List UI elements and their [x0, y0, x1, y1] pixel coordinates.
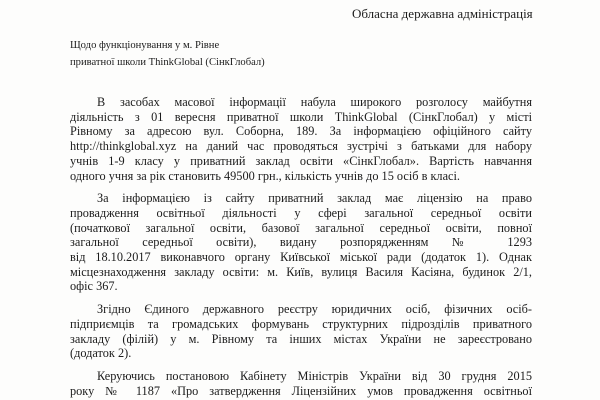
text-line: Керуючись постановою Кабінету Міністрів України від 30 грудня 2015	[97, 368, 532, 383]
text-line: діяльність з 01 вересня приватної школи ThinkGlobal (СінкГлобал) у місті	[70, 109, 532, 124]
text-line: провадження освітньої діяльності у сфері загальної середньої освіти	[70, 205, 532, 220]
text-line: (додаток 2).	[70, 346, 132, 361]
paragraph-media-reports	[70, 95, 532, 183]
text-line: закладу (філій) у м. Рівному та інших містах України не зареєстровано	[70, 331, 532, 346]
text-line: від 18.10.2017 виконавчого органу Київської міської ради (додаток 1). Однак	[70, 250, 532, 265]
text-line: Рівному за адресою вул. Соборна, 189. За інформацією офіційного сайту	[70, 124, 532, 139]
text-line: http://thinkglobal.xyz на даний час проводяться зустрічі з батьками для набору	[70, 139, 532, 154]
paragraph-registry	[70, 302, 532, 361]
paragraph-license	[70, 191, 532, 294]
text-line: учнів 1-9 класу у приватний заклад освіти «СінкГлобал». Вартість навчання	[70, 153, 532, 168]
text-line: Згідно Єдиного державного реєстру юридичних осіб, фізичних осіб-	[97, 302, 532, 317]
text-line: В засобах масової інформації набула широкого розголосу майбутня	[97, 95, 532, 109]
subject-line: приватної школи ThinkGlobal (СінкГлобал)	[70, 57, 265, 68]
text-line: підприємців та громадських формувань структурних підрозділів приватного	[70, 316, 532, 331]
letter-body	[70, 95, 532, 400]
subject-line: Щодо функціонування у м. Рівне	[70, 40, 220, 51]
paragraph-resolution	[70, 369, 532, 398]
text-line: загальної середньої освіти), видану розпорядженням № 1293	[70, 235, 532, 250]
addressee: Обласна державна адміністрація	[352, 6, 533, 21]
text-line: року № 1187 «Про затвердження Ліцензійних умов провадження освітньої	[70, 383, 532, 398]
text-line: За інформацією із сайту приватний заклад має ліцензію на право	[97, 191, 532, 206]
text-line: офіс 367.	[70, 279, 118, 294]
text-line: (початкової загальної освіти, базової загальної середньої освіти, повної	[70, 220, 532, 235]
text-line: одного учня за рік становить 49500 грн., кількість учнів до 15 осіб в класі.	[70, 168, 460, 183]
subject-block	[70, 37, 265, 71]
text-line: місцезнаходження закладу освіти: м. Київ, вулиця Василя Касіяна, будинок 2/1,	[70, 264, 532, 279]
